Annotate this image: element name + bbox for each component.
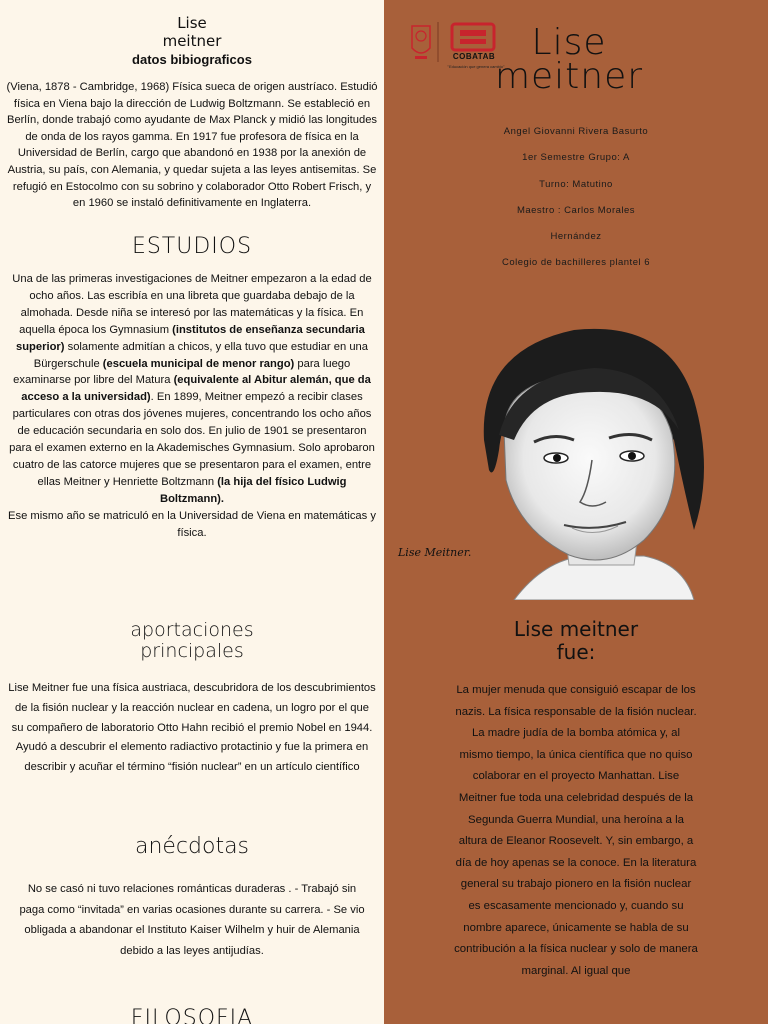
estudios-part: para luego examinarse por libre del Matura (13, 357, 351, 387)
estudios-part-bold: (equivalente al Abitur alemán, que da acceso a la universidad) (21, 374, 371, 404)
estudios-part-bold: (la hija del físico Ludwig Boltzmann). (159, 475, 347, 505)
estudios-part: solamente admitían a chicos, y ella tuvo que estudiar en una Bürgerschule (33, 340, 368, 370)
main-title-line1: Lise (531, 22, 607, 63)
header-subtitle: datos bibiograficos (132, 52, 252, 67)
estudios-part-bold: (escuela municipal de menor rango) (102, 357, 295, 370)
cobatab-slogan: "Educación que genera cambio" (447, 64, 505, 69)
signature: Lise Meitner. (398, 546, 472, 559)
main-title-line2: meitner (494, 56, 644, 97)
main-title (484, 22, 654, 97)
estudios-paragraph (6, 271, 378, 542)
fue-heading (384, 618, 768, 664)
filosofia-heading: FILOSOFIA (130, 1006, 254, 1024)
right-column (384, 0, 768, 1024)
header-name-line1: Lise (177, 14, 207, 32)
info-school: Colegio de bachilleres plantel 6 (501, 257, 651, 268)
anecdotas-paragraph: No se casó ni tuvo relaciones románticas duraderas . - Trabajó sin paga como “invitada” en varias ocasiones durante su carrera. - Se vio obligada a abandonar el Instituto Kaiser Wilhelm y huir de Alemania debido a las leyes antijudías. (19, 883, 365, 957)
bio-paragraph: (Viena, 1878 - Cambridge, 1968) Física sueca de origen austríaco. Estudió física en Viena bajo la dirección de Ludwig Boltzmann. Se estableció en Berlín, donde trabajó como ayudante de Max Planck y midió las longitudes de onda de los rayos gamma. En 1917 fue profesora de física en la Universidad de Berlín, cargo que abandonó en 1938 por la anexión de Austria, su país, con Alemania, y quedar sujeta a las leyes antisemitas. Se refugió en Estocolmo con su sobrino y colaborador Otto Robert Frisch, y en 1960 se instaló definitivamente en Inglaterra. (6, 81, 378, 210)
estudios-heading: ESTUDIOS (131, 234, 253, 259)
info-student: Angel Giovanni Rivera Basurto (503, 126, 649, 137)
info-shift: Turno: Matutino (539, 179, 613, 190)
estudios-part-bold: (institutos de enseñanza secundaria superior) (16, 323, 365, 353)
anecdotas-heading: anécdotas (134, 834, 250, 859)
info-teacher: Maestro : Carlos Morales (516, 205, 636, 216)
fue-heading-line2: fue: (556, 640, 596, 664)
fue-paragraph: La mujer menuda que consiguió escapar de los nazis. La física responsable de la fisión nuclear. La madre judía de la bomba atómica y, al mismo tiempo, la única científica que no quiso colaborar en el proyecto Manhattan. Lise Meitner fue toda una celebridad después de la Segunda Guerra Mundial, una heroína a la altura de Eleanor Roosevelt. Y, sin embargo, a día de hoy apenas se la conoce. En la literatura general su trabajo pionero en la fisión nuclear es escasamente mencionado y, cuando su nombre aparece, únicamente se habla de su contribución a la física nuclear y solo de manera marginal. Al igual que (454, 684, 698, 977)
aportaciones-heading-line2: principales (140, 640, 244, 662)
aportaciones-heading (0, 620, 384, 662)
estudios-part: . En 1899, Meitner empezó a recibir clases particulares con otras dos jóvenes mujeres, concentrando los ocho años de educación secundaria en solo dos. En julio de 1901 se presentaron para el examen externo en la Akademisches Gymnasium. Solo aprobaron cuatro de las catorce mujeres que se presentaron para el examen, entre ellas Meitner y Henriette Boltzmann (9, 391, 375, 488)
fue-heading-line1: Lise meitner (513, 617, 639, 641)
aportaciones-p2: Ayudó a descubrir el elemento radiactivo protactinio y fue la primera en describir y acuñar el término “fisión nuclear” en un artículo científico (15, 741, 369, 774)
portrait (394, 320, 754, 600)
header-name-line2: meitner (162, 32, 222, 50)
info-teacher-surname: Hernández (550, 231, 602, 242)
estudios-part: Una de las primeras investigaciones de Meitner empezaron a la edad de ocho años. Las escribía en una libreta que guardaba debajo de la almohada. Desde niña se interesó por las matemáticas y la física. En aquella época los Gymnasium (12, 273, 372, 336)
aportaciones-paragraph (8, 679, 376, 778)
cobatab-logo-text: COBATAB (452, 52, 496, 61)
aportaciones-heading-line1: aportaciones (130, 619, 254, 641)
info-group: 1er Semestre Grupo: A (522, 152, 630, 163)
estudios-last: Ese mismo año se matriculó en la Universidad de Viena en matemáticas y física. (8, 509, 376, 539)
aportaciones-p1: Lise Meitner fue una física austriaca, descubridora de los descubrimientos de la fisión nuclear y la reacción nuclear en cadena, un logro por el que su compañero de laboratorio Otto Hahn recibió el premio Nobel en 1944. (8, 682, 376, 734)
